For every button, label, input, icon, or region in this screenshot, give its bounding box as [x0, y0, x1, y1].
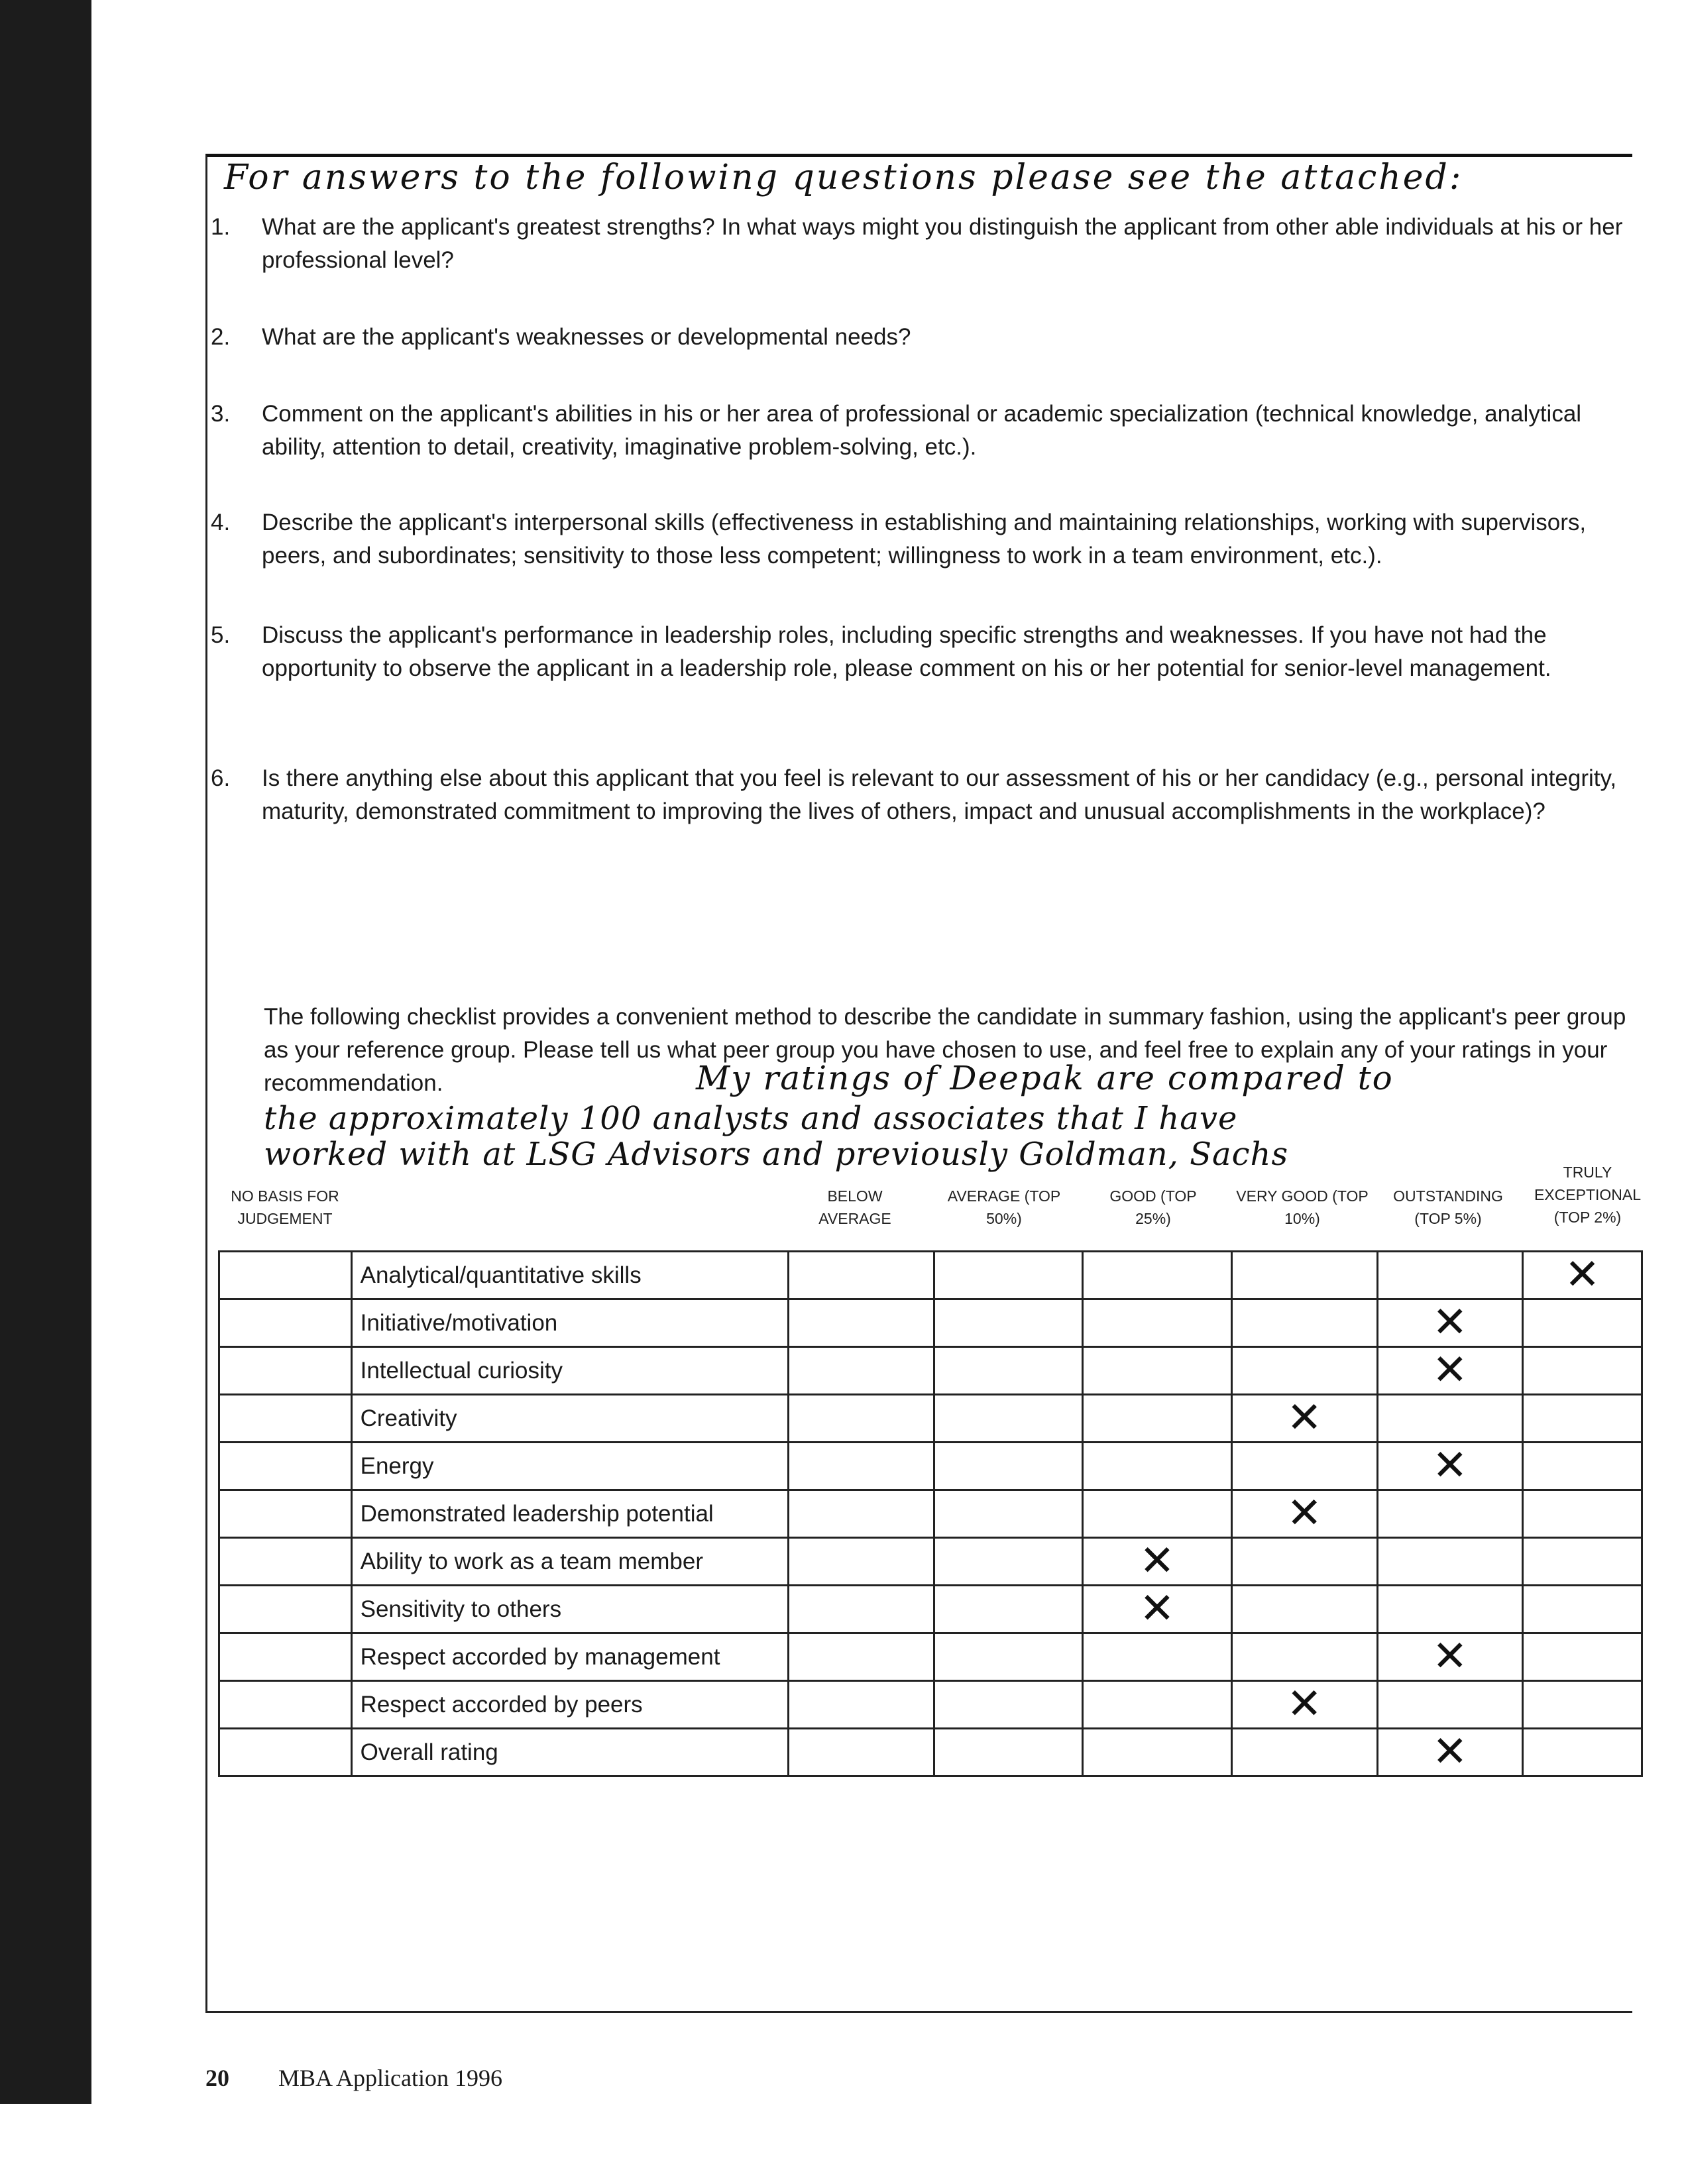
no-basis-cell[interactable]: [219, 1395, 352, 1443]
rating-cell[interactable]: [789, 1538, 934, 1586]
rating-cell[interactable]: [1231, 1490, 1377, 1538]
rating-cell[interactable]: [1377, 1586, 1523, 1633]
check-mark-icon: ✕: [1286, 1680, 1322, 1729]
rating-cell[interactable]: [1231, 1729, 1377, 1776]
rating-cell[interactable]: [1523, 1490, 1642, 1538]
rating-cell[interactable]: [1377, 1729, 1523, 1776]
table-row: [219, 1586, 1642, 1633]
scan-edge: [0, 0, 91, 2104]
check-mark-icon: ✕: [1432, 1298, 1468, 1347]
question-text: What are the applicant's greatest strengths? In what ways might you distinguish the applicant from other able individuals at his or her professional level?: [262, 214, 1623, 273]
rating-cell[interactable]: [1377, 1252, 1523, 1299]
rating-cell[interactable]: [934, 1443, 1083, 1490]
rating-cell[interactable]: [1523, 1586, 1642, 1633]
rating-cell[interactable]: [789, 1729, 934, 1776]
col-header-good: GOOD (TOP 25%): [1109, 1187, 1197, 1227]
rating-cell[interactable]: [1377, 1538, 1523, 1586]
rating-cell[interactable]: [934, 1347, 1083, 1395]
rating-cell[interactable]: [1083, 1586, 1232, 1633]
no-basis-cell[interactable]: [219, 1347, 352, 1395]
handwritten-note-line-1: My ratings of Deepak are compared to: [696, 1059, 1394, 1097]
table-row: [219, 1443, 1642, 1490]
col-header-very-good: VERY GOOD (TOP 10%): [1236, 1187, 1369, 1227]
check-mark-icon: ✕: [1286, 1393, 1322, 1443]
handwritten-note-line-2: the approximately 100 analysts and associates that I have: [264, 1100, 1238, 1137]
no-basis-cell[interactable]: [219, 1490, 352, 1538]
col-header-below-average: BELOW AVERAGE: [818, 1187, 891, 1227]
no-basis-cell[interactable]: [219, 1586, 352, 1633]
question-text: Comment on the applicant's abilities in his or her area of professional or academic specialization (technical knowledge, analytical ability, attention to detail, creativity, imaginative problem-solving, etc.).: [262, 401, 1582, 460]
no-basis-cell[interactable]: [219, 1299, 352, 1347]
check-mark-icon: ✕: [1286, 1489, 1322, 1538]
rating-cell[interactable]: [1231, 1586, 1377, 1633]
table-row: [219, 1538, 1642, 1586]
question-text: Discuss the applicant's performance in leadership roles, including specific strengths and weaknesses. If you have not had the opportunity to observe the applicant in a leadership role, please comment on his or her potential for senior-level management.: [262, 622, 1551, 681]
rating-label: Respect accorded by management: [351, 1633, 788, 1681]
rating-cell[interactable]: [1377, 1395, 1523, 1443]
no-basis-cell[interactable]: [219, 1443, 352, 1490]
rating-cell[interactable]: [1523, 1443, 1642, 1490]
rating-cell[interactable]: [1231, 1538, 1377, 1586]
rating-checklist-table: [218, 1250, 1643, 1777]
rating-cell[interactable]: [789, 1681, 934, 1729]
rating-cell[interactable]: [1083, 1252, 1232, 1299]
rating-cell[interactable]: [934, 1729, 1083, 1776]
check-mark-icon: ✕: [1432, 1632, 1468, 1681]
rating-cell[interactable]: [1377, 1299, 1523, 1347]
rating-cell[interactable]: [1523, 1395, 1642, 1443]
rating-cell[interactable]: [1523, 1729, 1642, 1776]
no-basis-cell[interactable]: [219, 1681, 352, 1729]
question-number: 3.: [211, 401, 231, 427]
question-text: Is there anything else about this applicant that you feel is relevant to our assessment of his or her candidacy (e.g., personal integrity, maturity, demonstrated commitment to improving the lives of others, impact and unusual accomplishments in the workplace)?: [262, 765, 1617, 824]
rating-label: Creativity: [351, 1395, 788, 1443]
footer-page-number: 20: [205, 2065, 229, 2091]
question-number: 4.: [211, 510, 231, 535]
rating-cell[interactable]: [1523, 1347, 1642, 1395]
table-row: [219, 1681, 1642, 1729]
rating-cell[interactable]: [789, 1633, 934, 1681]
table-row: [219, 1729, 1642, 1776]
table-row: [219, 1347, 1642, 1395]
rating-cell[interactable]: [934, 1252, 1083, 1299]
checklist-intro: The following checklist provides a convenient method to describe the candidate in summary fashion, using the applicant's peer group as your reference group. Please tell us what peer group you have chosen to use, and feel free to explain any of your ratings in your recommendation.: [264, 1004, 1626, 1096]
rating-cell[interactable]: [1377, 1347, 1523, 1395]
rating-cell[interactable]: [1083, 1729, 1232, 1776]
rating-cell[interactable]: [1231, 1347, 1377, 1395]
rating-cell[interactable]: [934, 1681, 1083, 1729]
rating-cell[interactable]: [1083, 1443, 1232, 1490]
rating-cell[interactable]: [1377, 1681, 1523, 1729]
rating-cell[interactable]: [1377, 1443, 1523, 1490]
rating-label: Intellectual curiosity: [351, 1347, 788, 1395]
question-number: 2.: [211, 324, 231, 350]
footer-title: MBA Application 1996: [278, 2065, 503, 2091]
rating-cell[interactable]: [1231, 1443, 1377, 1490]
rating-cell[interactable]: [1231, 1633, 1377, 1681]
rating-label: Ability to work as a team member: [351, 1538, 788, 1586]
col-header-average: AVERAGE (TOP 50%): [947, 1187, 1061, 1227]
rating-cell[interactable]: [789, 1347, 934, 1395]
rating-label: Overall rating: [351, 1729, 788, 1776]
rating-cell[interactable]: [1523, 1681, 1642, 1729]
col-header-no-basis: NO BASIS FOR JUDGEMENT: [231, 1187, 339, 1227]
question-number: 6.: [211, 765, 231, 791]
check-mark-icon: ✕: [1432, 1441, 1468, 1490]
question-number: 5.: [211, 622, 231, 648]
rating-cell[interactable]: [1231, 1252, 1377, 1299]
rating-cell[interactable]: [1083, 1395, 1232, 1443]
rating-label: Analytical/quantitative skills: [351, 1252, 788, 1299]
no-basis-cell[interactable]: [219, 1729, 352, 1776]
table-row: [219, 1395, 1642, 1443]
rating-label: Respect accorded by peers: [351, 1681, 788, 1729]
question-text: Describe the applicant's interpersonal skills (effectiveness in establishing and maintaining relationships, working with supervisors, peers, and subordinates; sensitivity to those less competent; willingness to work in a team environment, etc.).: [262, 510, 1587, 569]
rating-cell[interactable]: [789, 1490, 934, 1538]
rating-cell[interactable]: [934, 1538, 1083, 1586]
check-mark-icon: ✕: [1139, 1537, 1175, 1586]
rating-cell[interactable]: [789, 1299, 934, 1347]
rating-cell[interactable]: [1231, 1299, 1377, 1347]
table-row: [219, 1490, 1642, 1538]
check-mark-icon: ✕: [1432, 1346, 1468, 1395]
rating-cell[interactable]: [1083, 1538, 1232, 1586]
check-mark-icon: ✕: [1564, 1250, 1600, 1299]
table-row: [219, 1633, 1642, 1681]
rating-cell[interactable]: [1523, 1299, 1642, 1347]
table-row: [219, 1252, 1642, 1299]
col-header-outstanding: OUTSTANDING (TOP 5%): [1393, 1187, 1503, 1227]
check-mark-icon: ✕: [1432, 1727, 1468, 1776]
question-text: What are the applicant's weaknesses or developmental needs?: [262, 324, 911, 350]
rating-label: Initiative/motivation: [351, 1299, 788, 1347]
rating-cell[interactable]: [1377, 1490, 1523, 1538]
check-mark-icon: ✕: [1139, 1584, 1175, 1633]
rating-cell[interactable]: [1083, 1299, 1232, 1347]
rating-cell[interactable]: [1523, 1538, 1642, 1586]
col-header-truly-exceptional: TRULY EXCEPTIONAL (TOP 2%): [1534, 1164, 1642, 1226]
rating-label: Sensitivity to others: [351, 1586, 788, 1633]
rating-cell[interactable]: [1377, 1633, 1523, 1681]
rating-label: Demonstrated leadership potential: [351, 1490, 788, 1538]
rating-cell[interactable]: [1231, 1681, 1377, 1729]
rating-cell[interactable]: [789, 1443, 934, 1490]
rating-cell[interactable]: [934, 1490, 1083, 1538]
table-row: [219, 1299, 1642, 1347]
rating-cell[interactable]: [934, 1299, 1083, 1347]
rating-cell[interactable]: [789, 1252, 934, 1299]
rating-cell[interactable]: [934, 1395, 1083, 1443]
rating-cell[interactable]: [934, 1586, 1083, 1633]
no-basis-cell[interactable]: [219, 1252, 352, 1299]
rating-cell[interactable]: [934, 1633, 1083, 1681]
rating-cell[interactable]: [1083, 1347, 1232, 1395]
rating-cell[interactable]: [789, 1395, 934, 1443]
rating-cell[interactable]: [1083, 1490, 1232, 1538]
rating-label: Energy: [351, 1443, 788, 1490]
handwritten-note-line-3: worked with at LSG Advisors and previously Goldman, Sachs: [264, 1136, 1289, 1173]
rating-cell[interactable]: [789, 1586, 934, 1633]
question-number: 1.: [211, 214, 231, 240]
rating-cell[interactable]: [1231, 1395, 1377, 1443]
no-basis-cell[interactable]: [219, 1538, 352, 1586]
handwritten-header: For answers to the following questions please see the attached:: [224, 158, 1463, 197]
rating-cell[interactable]: [1083, 1633, 1232, 1681]
no-basis-cell[interactable]: [219, 1633, 352, 1681]
rating-cell[interactable]: [1523, 1252, 1642, 1299]
rating-cell[interactable]: [1083, 1681, 1232, 1729]
rating-cell[interactable]: [1523, 1633, 1642, 1681]
